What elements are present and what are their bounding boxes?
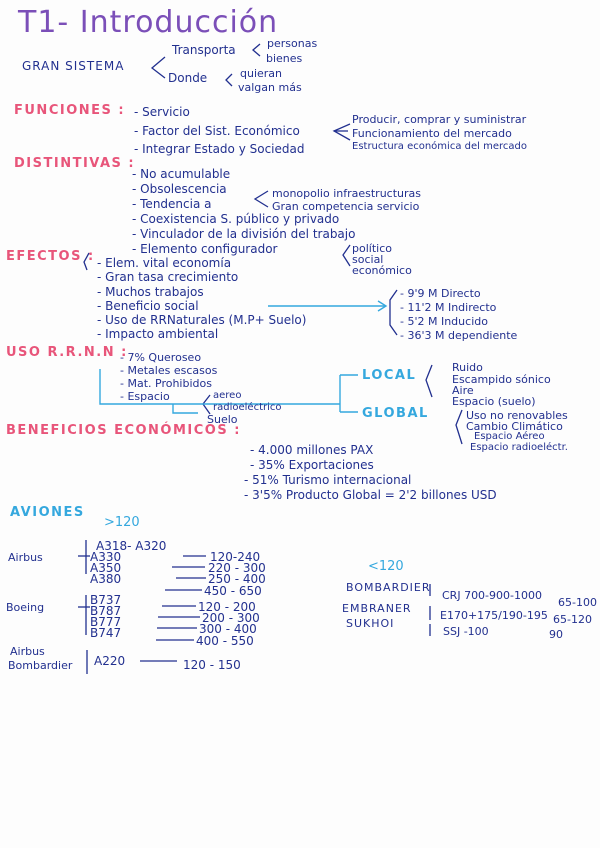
aviones-heading: AVIONES: [10, 505, 85, 520]
uso-item: - Espacio: [120, 390, 170, 403]
distintiva-item: - Tendencia a: [132, 197, 212, 211]
small-maker: BOMBARDIER: [346, 581, 431, 594]
distintiva-item: - Coexistencia S. público y privado: [132, 212, 340, 226]
donde-label: Donde: [168, 71, 208, 85]
beneficio-item: - 3'5% Producto Global = 2'2 billones USD: [244, 488, 497, 502]
local-label: LOCAL: [362, 368, 417, 383]
distintiva-item: - Elemento configurador: [132, 242, 278, 256]
beneficio-item: - 51% Turismo internacional: [244, 473, 412, 487]
global-item: Uso no renovables: [466, 409, 568, 422]
distintiva-item: - Obsolescencia: [132, 182, 227, 196]
espacio-item: aereo: [213, 390, 242, 401]
distintivas-heading: DISTINTIVAS :: [14, 156, 136, 171]
trabajo-item: - 9'9 M Directo: [400, 287, 481, 300]
airbus-model: A380: [90, 572, 122, 586]
maker-airbus: Airbus: [8, 551, 43, 564]
airbus-range: 250 - 400: [208, 572, 266, 586]
small-range: 90: [549, 628, 563, 641]
uso-item: - 7% Queroseo: [120, 351, 202, 364]
factor-item: Funcionamiento del mercado: [352, 127, 512, 140]
funcion-item: - Servicio: [134, 105, 190, 119]
gran-sistema-label: GRAN SISTEMA: [22, 59, 125, 73]
local-item: Espacio (suelo): [452, 395, 536, 408]
uso-rrnn-heading: USO R.R.N.N :: [6, 345, 128, 360]
airbus-model: A350: [90, 561, 122, 575]
distintiva-item: - Vinculador de la división del trabajo: [132, 227, 356, 241]
configurador-item: económico: [352, 264, 412, 277]
tendencia-item: monopolio infraestructuras: [272, 187, 421, 200]
page-title: T1- Introducción: [18, 5, 279, 40]
airbus-range: 120-240: [210, 550, 261, 564]
global-label: GLOBAL: [362, 406, 429, 421]
donde-item: quieran: [240, 67, 283, 80]
big-aircraft-label: >120: [104, 515, 140, 530]
maker-bombardier: Bombardier: [8, 659, 73, 672]
boeing-range: 120 - 200: [198, 600, 256, 614]
uso-item: - Mat. Prohibidos: [120, 377, 212, 390]
airbus-range: 220 - 300: [208, 561, 266, 575]
airbus-model: A330: [90, 550, 122, 564]
global-item: Espacio radioeléctr.: [470, 442, 568, 453]
factor-item: Producir, comprar y suministrar: [352, 113, 527, 126]
local-item: Escampido sónico: [452, 373, 551, 386]
boeing-model: B787: [90, 604, 122, 618]
small-maker: EMBRANER: [342, 602, 412, 615]
factor-item: Estructura económica del mercado: [352, 141, 527, 152]
tendencia-item: Gran competencia servicio: [272, 200, 420, 213]
beneficio-item: - 35% Exportaciones: [250, 458, 374, 472]
funcion-item: - Factor del Sist. Económico: [134, 124, 300, 138]
local-item: Aire: [452, 384, 474, 397]
beneficio-item: - 4.000 millones PAX: [250, 443, 374, 457]
efecto-item: - Elem. vital economía: [97, 256, 232, 270]
airbus-range: 450 - 650: [204, 584, 262, 598]
small-range: 65-100: [558, 596, 597, 609]
efecto-item: - Uso de RRNaturales (M.P+ Suelo): [97, 313, 307, 327]
espacio-item: Suelo: [207, 413, 238, 426]
a220-range: 120 - 150: [183, 658, 241, 672]
airbus-model: A318- A320: [96, 539, 167, 553]
boeing-range: 200 - 300: [202, 611, 260, 625]
small-models: SSJ -100: [443, 625, 489, 638]
transporta-item: bienes: [266, 52, 303, 65]
transporta-item: personas: [267, 37, 318, 50]
boeing-model: B777: [90, 615, 122, 629]
maker-boeing: Boeing: [6, 601, 45, 614]
global-item: Espacio Aéreo: [474, 431, 545, 442]
efectos-heading: EFECTOS :: [6, 249, 95, 264]
boeing-range: 400 - 550: [196, 634, 254, 648]
donde-item: valgan más: [238, 81, 302, 94]
boeing-range: 300 - 400: [199, 622, 257, 636]
efecto-item: - Gran tasa crecimiento: [97, 270, 239, 284]
funciones-heading: FUNCIONES :: [14, 103, 126, 118]
transporta-label: Transporta: [172, 43, 236, 57]
efecto-item: - Muchos trabajos: [97, 285, 204, 299]
small-range: 65-120: [553, 613, 592, 626]
local-item: Ruido: [452, 361, 483, 374]
distintiva-item: - No acumulable: [132, 167, 231, 181]
trabajo-item: - 5'2 M Inducido: [400, 315, 488, 328]
configurador-item: social: [352, 253, 384, 266]
trabajo-item: - 11'2 M Indirecto: [400, 301, 497, 314]
uso-item: - Metales escasos: [120, 364, 218, 377]
small-aircraft-label: <120: [368, 559, 404, 574]
efecto-item: - Impacto ambiental: [97, 327, 219, 341]
trabajo-item: - 36'3 M dependiente: [400, 329, 518, 342]
maker-airbus: Airbus: [10, 645, 45, 658]
funcion-item: - Integrar Estado y Sociedad: [134, 142, 305, 156]
global-item: Cambio Climático: [466, 420, 563, 433]
small-maker: SUKHOI: [346, 617, 395, 630]
a220-model: A220: [94, 654, 126, 668]
small-models: E170+175/190-195: [440, 609, 548, 622]
espacio-item: radioeléctrico: [213, 402, 282, 413]
configurador-item: político: [352, 242, 392, 255]
efecto-item: - Beneficio social: [97, 299, 199, 313]
beneficios-heading: BENEFICIOS ECONÓMICOS :: [6, 423, 241, 438]
boeing-model: B737: [90, 593, 122, 607]
boeing-model: B747: [90, 626, 122, 640]
small-models: CRJ 700-900-1000: [442, 589, 542, 602]
